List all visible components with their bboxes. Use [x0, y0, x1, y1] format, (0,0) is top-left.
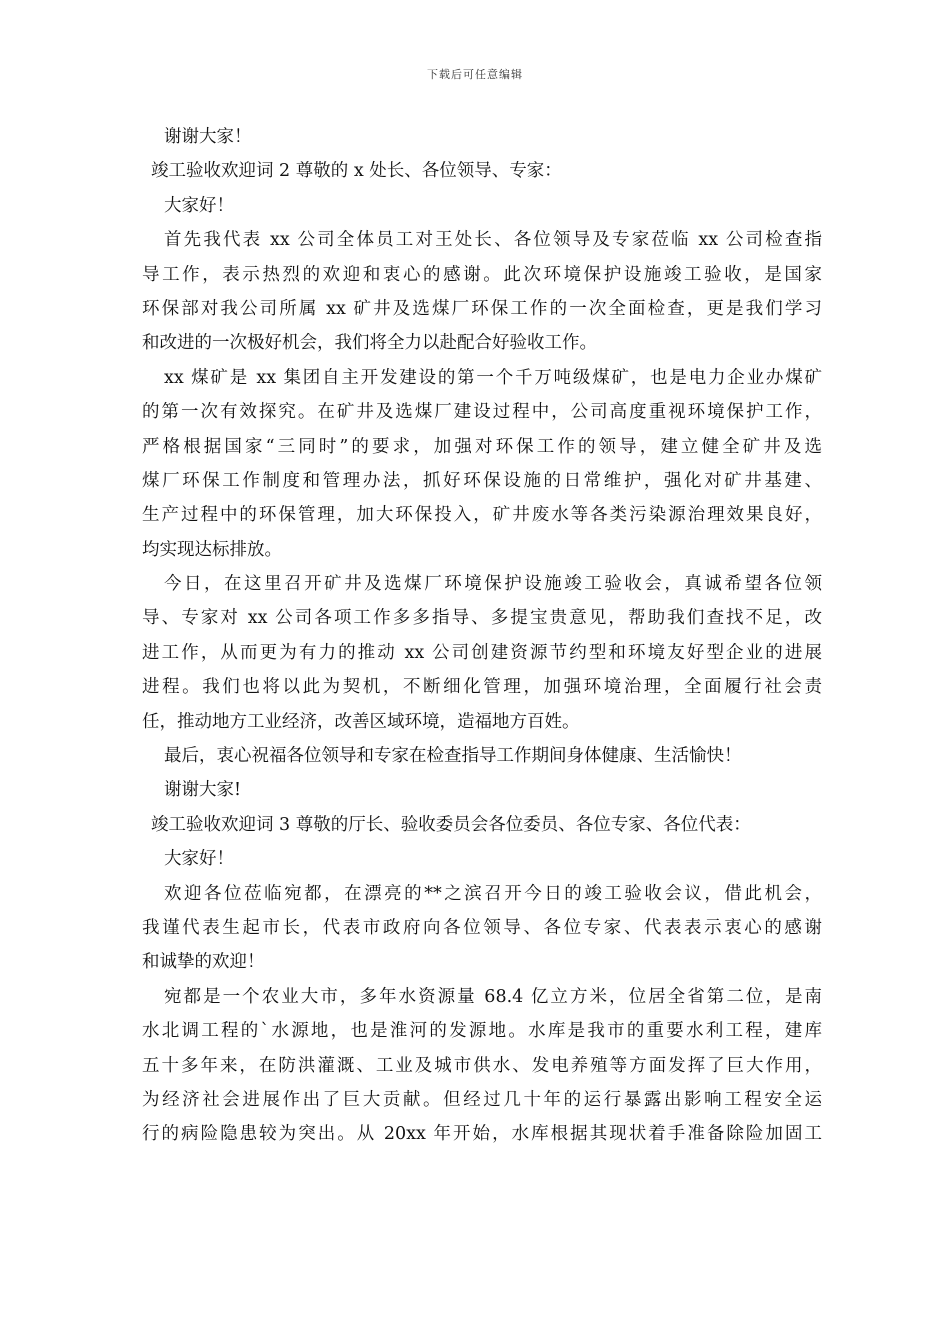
text-line: 进程。我们也将以此为契机，不断细化管理，加强环境治理，全面履行社会责 [142, 677, 822, 698]
text-line: 的第一次有效探究。在矿井及选煤厂建设过程中，公司高度重视环境保护工作， [142, 402, 822, 423]
text-line: 行的病险隐患较为突出。从 20xx 年开始，水库根据其现状着手准备除险加固工 [142, 1124, 822, 1145]
section-heading: 竣工验收欢迎词 3 尊敬的厅长、验收委员会各位委员、各位专家、各位代表： [151, 814, 751, 835]
page-header: 下载后可任意编辑 [427, 68, 523, 81]
text-line: 生产过程中的环保管理，加大环保投入，矿井废水等各类污染源治理效果良好， [142, 505, 822, 526]
text-line: 环保部对我公司所属 xx 矿井及选煤厂环保工作的一次全面检查，更是我们学习 [142, 298, 822, 319]
text-line: 导工作，表示热烈的欢迎和衷心的感谢。此次环境保护设施竣工验收，是国家 [142, 264, 822, 285]
document-body [142, 120, 822, 1152]
text-line: 为经济社会进展作出了巨大贡献。但经过几十年的运行暴露出影响工程安全运 [142, 1089, 822, 1110]
text-line: 和诚挚的欢迎！ [142, 952, 265, 973]
text-line: 谢谢大家! [164, 780, 242, 801]
section-heading: 竣工验收欢迎词 2 尊敬的 x 处长、各位领导、专家： [151, 161, 562, 182]
text-line: 五十多年来，在防洪灌溉、工业及城市供水、发电养殖等方面发挥了巨大作用， [142, 1055, 822, 1076]
text-line: 首先我代表 xx 公司全体员工对王处长、各位领导及专家莅临 xx 公司检查指 [164, 230, 822, 251]
text-line: 导、专家对 xx 公司各项工作多多指导、多提宝贵意见，帮助我们查找不足，改 [142, 608, 822, 629]
text-line: 大家好！ [164, 849, 234, 870]
text-line: 均实现达标排放。 [142, 539, 282, 560]
text-line: 和改进的一次极好机会，我们将全力以赴配合好验收工作。 [142, 333, 597, 354]
text-line: 进工作，从而更为有力的推动 xx 公司创建资源节约型和环境友好型企业的进展 [142, 642, 822, 663]
text-line: 今日，在这里召开矿井及选煤厂环境保护设施竣工验收会，真诚希望各位领 [164, 574, 822, 595]
text-line: 大家好！ [164, 195, 234, 216]
text-line: 水北调工程的`水源地，也是淮河的发源地。水库是我市的重要水利工程，建库 [142, 1021, 822, 1042]
text-line: xx 煤矿是 xx 集团自主开发建设的第一个千万吨级煤矿，也是电力企业办煤矿 [164, 367, 822, 388]
text-line: 我谨代表生起市长，代表市政府向各位领导、各位专家、代表表示衷心的感谢 [142, 917, 822, 938]
text-line: 严格根据国家“三同时”的要求，加强对环保工作的领导，建立健全矿井及选 [142, 436, 822, 457]
text-line: 宛都是一个农业大市，多年水资源量 68.4 亿立方米，位居全省第二位，是南 [164, 986, 822, 1007]
text-line: 最后，衷心祝福各位领导和专家在检查指导工作期间身体健康、生活愉快！ [164, 746, 742, 767]
text-line: 谢谢大家！ [164, 127, 252, 147]
text-line: 煤厂环保工作制度和管理办法，抓好环保设施的日常维护，强化对矿井基建、 [142, 470, 822, 491]
text-line: 任，推动地方工业经济，改善区域环境，造福地方百姓。 [142, 711, 580, 732]
text-line: 欢迎各位莅临宛都，在漂亮的**之滨召开今日的竣工验收会议，借此机会， [164, 883, 822, 904]
